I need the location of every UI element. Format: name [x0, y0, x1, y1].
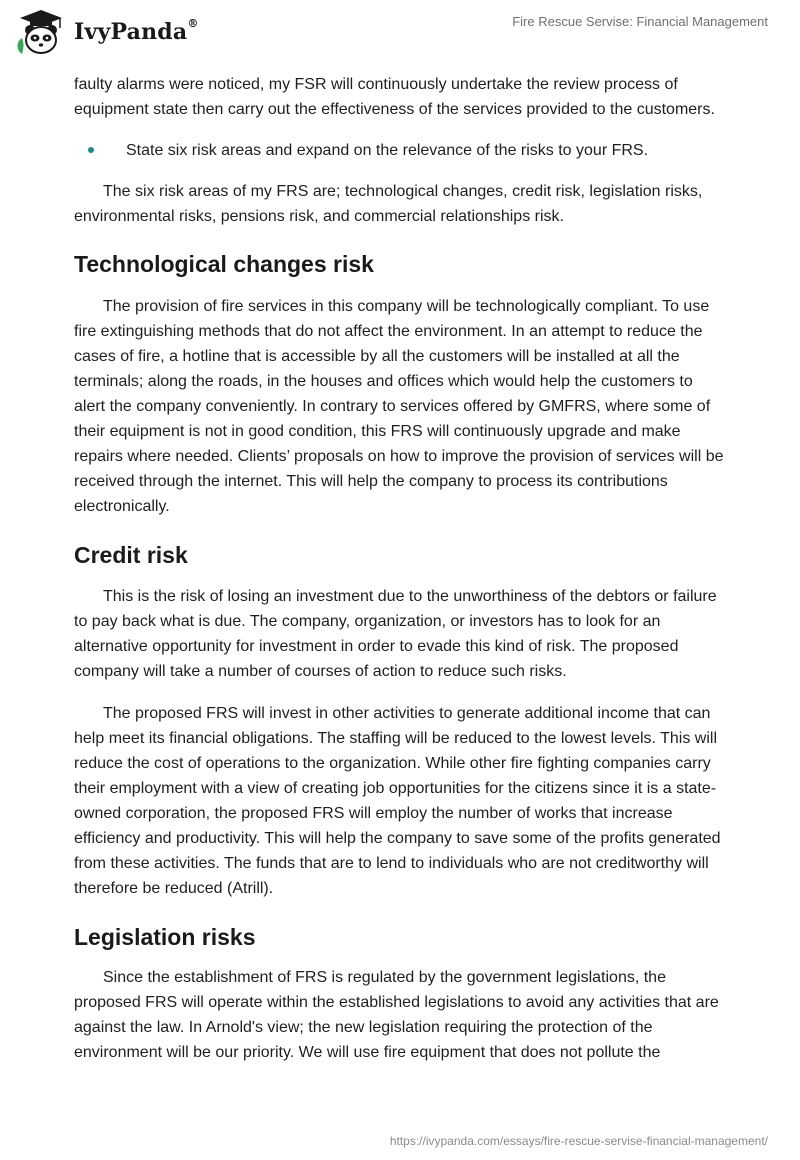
paragraph-credit-2: The proposed FRS will invest in other activities to generate additional income that can help meet its financial obligations. The staffing will be reduced to the lowest levels. This will reduce the cost of operations to the organization. While other fire fighting companies carry their employment with a view of creating job opportunities for the citizens since it is a state-owned corporation, the proposed FRS will employ the number of works that increase efficiency and productivity. This will help the company to save some of the profits generated from these activities. The funds that are to lend to individuals who are not creditworthy will therefore be reduced (Atrill).	[74, 705, 721, 897]
bullet-text: State six risk areas and expand on the relevance of the risks to your FRS.	[126, 142, 649, 159]
brand-logo[interactable]	[14, 8, 199, 56]
paragraph-technological: The provision of fire services in this company will be technologically compliant. To use fire extinguishing methods that do not affect the environment. In an attempt to reduce the cases of fire, a hotline that is accessible by all the customers will be installed at all the terminals; along the roads, in the houses and offices which would help the customers to alert the company conveniently. In contrary to services offered by GMFRS, where some of their equipment is not in good condition, this FRS will continuously upgrade and make repairs where needed. Clients’ proposals on how to improve the provision of services will be received through the internet. This will help the company to process its contributions electronically.	[74, 298, 724, 515]
essay-body	[74, 72, 726, 1065]
list-item	[74, 138, 726, 163]
heading-credit-risk: Credit risk	[74, 542, 188, 568]
paragraph-legislation: Since the establishment of FRS is regulated by the government legislations, the proposed FRS will operate within the established legislations to avoid any activities that are against the law. In Arnold's view; the new legislation requiring the protection of the environment will be our priority. We will use fire equipment that does not pollute the	[74, 969, 719, 1061]
heading-legislation-risks: Legislation risks	[74, 924, 256, 950]
paragraph-six-risks: The six risk areas of my FRS are; technological changes, credit risk, legislation risks, environmental risks, pensions risk, and commercial relationships risk.	[74, 183, 703, 225]
heading-technological-changes: Technological changes risk	[74, 251, 374, 277]
paragraph-credit-1: This is the risk of losing an investment due to the unworthiness of the debtors or failure to pay back what is due. The company, organization, or investors has to look for an alternative opportunity for investment in order to evade this kind of risk. The proposed company will take a number of courses of action to reduce such risks.	[74, 588, 717, 680]
brand-name: IvyPanda®	[74, 17, 199, 45]
panda-graduate-logo-icon	[14, 8, 68, 56]
paragraph-intro: faulty alarms were noticed, my FSR will continuously undertake the review process of equipment state then carry out the effectiveness of the services provided to the customers.	[74, 76, 715, 118]
bullet-icon	[74, 138, 126, 163]
document-title: Fire Rescue Servise: Financial Management	[512, 14, 768, 29]
source-url[interactable]: https://ivypanda.com/essays/fire-rescue-servise-financial-management/	[389, 1134, 768, 1148]
page-header	[0, 0, 800, 64]
